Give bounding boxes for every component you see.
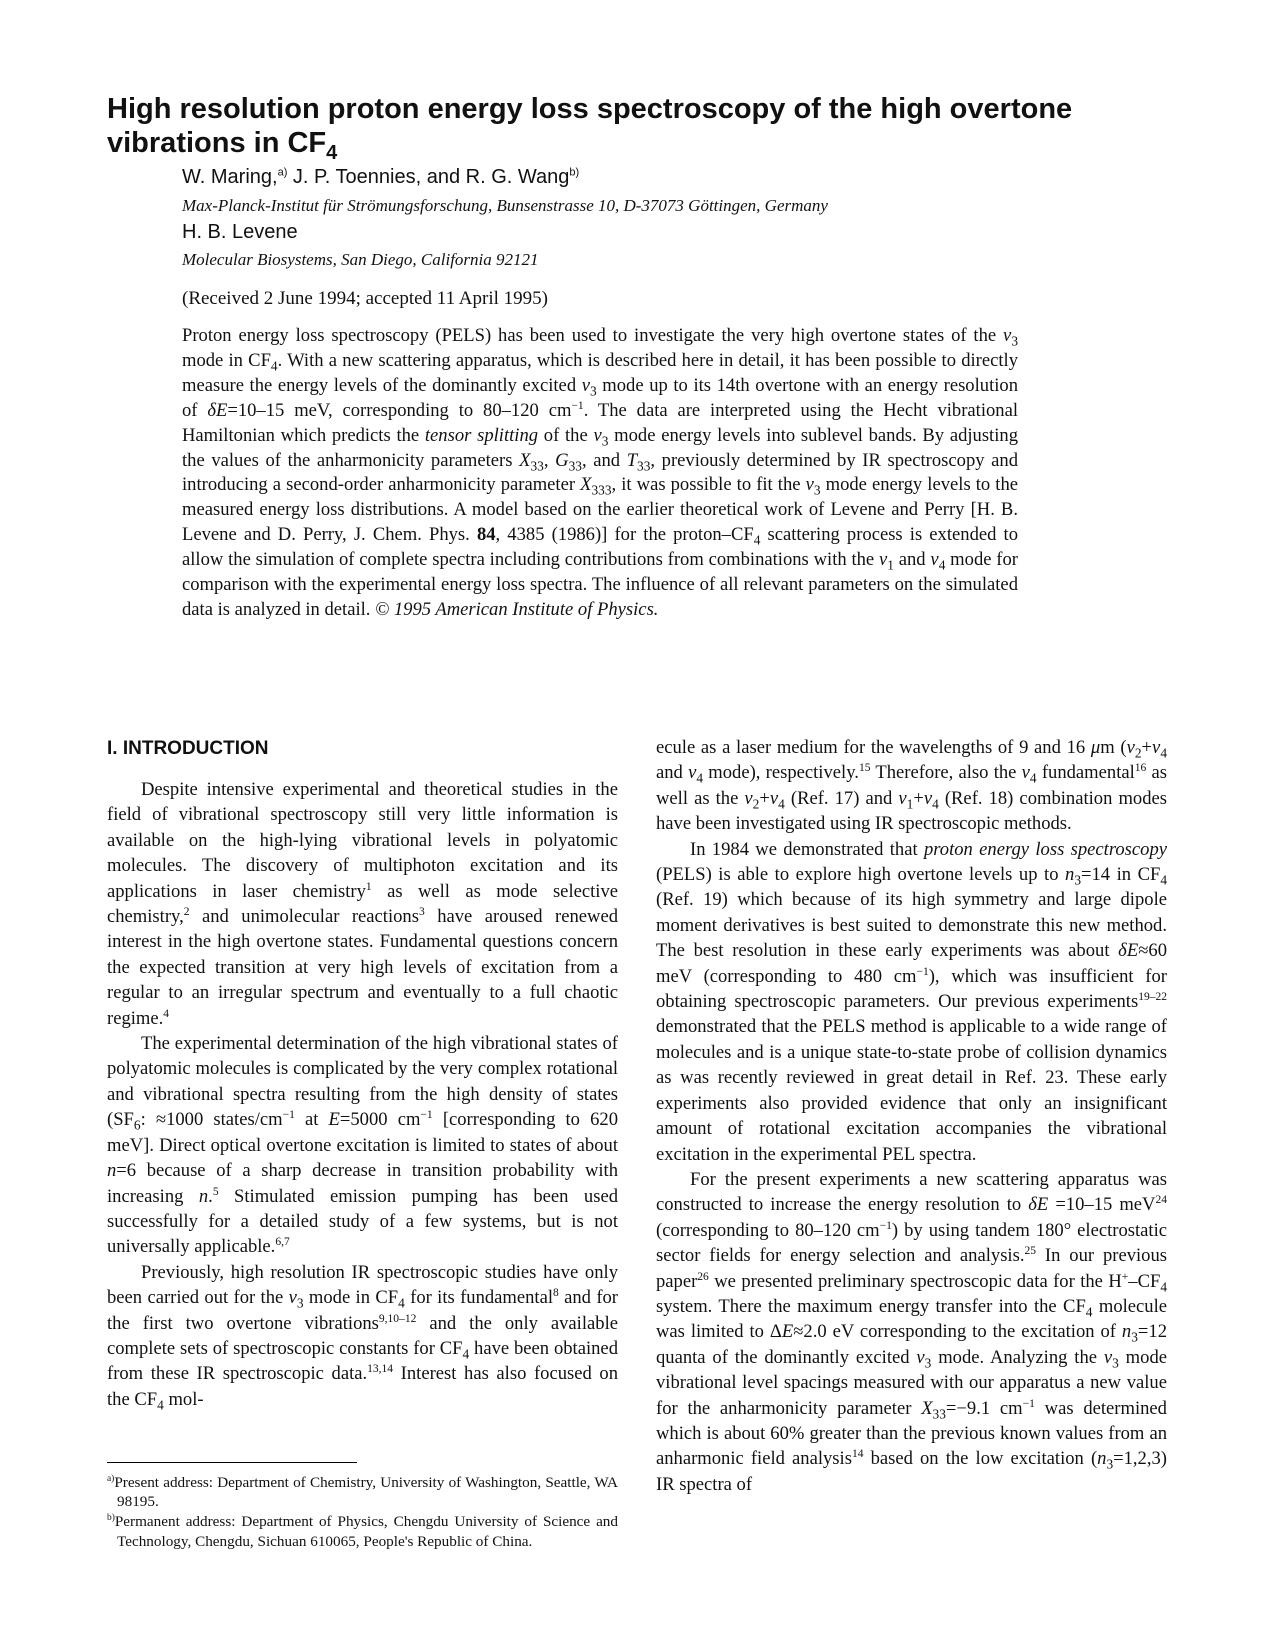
paragraph: ecule as a laser medium for the wavelengths of 9 and 16 μm ($\nu_2+\nu_4$ and $\nu_4$ mode), respectively.$^{15}$ Therefore, also the $\nu_4$ fundamental$^{16}$ as well as the $\nu_2+\nu_4$ (Ref. 17) and $\nu_1+\nu_4$ (Ref. 18) combination modes have been investigated using IR spectroscopic methods. [656, 737, 1168, 835]
paragraph: The experimental determination of the high vibrational states of polyatomic molecules is complicated by the very complex rotational and vibrational spectra resulting from the high density of states ($SF_6$: ≈1000 states/$cm^{-1}$ at E=5000 $cm^{-1}$ [corresponding to 620 meV]. Direct optical overtone excitation is limited to states of about n=6 because of a sharp decrease in transition probability with increasing n.$^5$ Stimulated emission pumping has been used successfully for a detailed study of a few systems, but is not universally applicable.$^{6,7}$ [107, 1033, 618, 1258]
abstract: Proton energy loss spectroscopy (PELS) has been used to investigate the very high overtone states of the $\nu_3$ mode in $CF_4$. With a new scattering apparatus, which is described here in detail, it has been possible to directly measure the energy levels of the dominantly excited $\nu_3$ mode up to its 14th overtone with an energy resolution of δE=10–15 meV, corresponding to 80–120 $cm^{-1}$. The data are interpreted using the Hecht vibrational Hamiltonian which predicts the tensor splitting of the $\nu_3$ mode energy levels into sublevel bands. By adjusting the values of the anharmonicity parameters $X_{33}$, $G_{33}$, and $T_{33}$, previously determined by IR spectroscopy and introducing a second-order anharmonicity parameter $X_{333}$, it was possible to fit the $\nu_3$ mode energy levels to the measured energy loss distributions. A model based on the earlier theoretical work of Levene and Perry [H. B. Levene and D. Perry, J. Chem. Phys. 84, 4385 (1986)] for the proton–$CF_4$ scattering process is extended to allow the simulation of complete spectra including contributions from combinations with the $\nu_1$ and $\nu_4$ mode for comparison with the experimental energy loss spectra. The influence of all relevant parameters on the simulated data is analyzed in detail. © 1995 American Institute of Physics. [182, 325, 1019, 620]
footnotes [107, 1473, 618, 1552]
author-line-2: H. B. Levene [182, 221, 298, 243]
affiliation-2: Molecular Biosystems, San Diego, California 92121 [182, 250, 539, 269]
section-heading: I. INTRODUCTION [107, 738, 269, 759]
copyright: © 1995 American Institute of Physics. [375, 598, 659, 620]
paragraph: For the present experiments a new scattering apparatus was constructed to increase the energy resolution to δE =10–15 meV$^{24}$ (corresponding to 80–120 $cm^{-1}$) by using tandem 180° electrostatic sector fields for energy selection and analysis.$^{25}$ In our previous paper$^{26}$ we presented preliminary spectroscopic data for the $H^+-CF_4$ system. There the maximum energy transfer into the $CF_4$ molecule was limited to ΔE≈2.0 eV corresponding to the excitation of $n_3=12$ quanta of the dominantly excited $\nu_3$ mode. Analyzing the $\nu_3$ mode vibrational level spacings measured with our apparatus a new value for the anharmonicity parameter $X_{33}=-9.1$ $cm^{-1}$ was determined which is about 60% greater than the previous known values from an anharmonic field analysis$^{14}$ based on the low excitation $(n_3=1,2,3)$ IR spectra of [656, 1168, 1168, 1495]
body-column-left [107, 777, 618, 1412]
body-column-right [656, 735, 1167, 1497]
footnote-rule [107, 1462, 357, 1463]
paragraph: Despite intensive experimental and theoretical studies in the field of vibrational spectroscopy still very little information is available on the high-lying vibrational levels in polyatomic molecules. The discovery of multiphoton excitation and its applications in laser chemistry$^1$ as well as mode selective chemistry,$^2$ and unimolecular reactions$^3$ have aroused renewed interest in the high overtone states. Fundamental questions concern the expected transition at very high levels of excitation from a regular to an irregular spectrum and eventually to a full chaotic regime.$^4$ [107, 779, 618, 1029]
footnote-a: $^{a)}$Present address: Department of Chemistry, University of Washington, Seattle, WA 98195. [107, 1473, 618, 1511]
affiliation: Max-Planck-Institut für Strömungsforschung, Bunsenstrasse 10, D-37073 Göttingen, Germany [182, 196, 828, 215]
footnote-b: $^{b)}$Permanent address: Department of Physics, Chengdu University of Science and Technology, Chengdu, Sichuan 610065, People's Republic of China. [107, 1513, 618, 1550]
received-dates: (Received 2 June 1994; accepted 11 April 1995) [182, 288, 548, 309]
author-line: W. Maring,$^{a)}$ J. P. Toennies, and R. G. Wang$^{b)}$ [182, 166, 580, 188]
paragraph: Previously, high resolution IR spectroscopic studies have only been carried out for the $\nu_3$ mode in $CF_4$ for its fundamental$^8$ and for the first two overtone vibrations$^{9,10-12}$ and the only available complete sets of spectroscopic constants for $CF_4$ have been obtained from these IR spectroscopic data.$^{13,14}$ Interest has also focused on the $CF_4$ mol- [107, 1261, 618, 1413]
paragraph: In 1984 we demonstrated that proton energy loss spectroscopy (PELS) is able to explore high overtone levels up to $n_3=14$ in $CF_4$ (Ref. 19) which because of its high symmetry and large dipole moment derivatives is best suited to demonstrate this new method. The best resolution in these early experiments was about δE≈60 meV (corresponding to 480 $cm^{-1}$), which was insufficient for obtaining spectroscopic parameters. Our previous experiments$^{19-22}$ demonstrated that the PELS method is applicable to a wide range of molecules and is a unique state-to-state probe of collision dynamics as was recently reviewed in great detail in Ref. 23. These early experiments also provided evidence that only an insignificant amount of rotational excitation accompanies the vibrational excitation in the experimental PEL spectra. [656, 838, 1167, 1165]
paper-title: High resolution proton energy loss spectroscopy of the high overtone vibrations in $CF_4$ [107, 93, 1073, 164]
